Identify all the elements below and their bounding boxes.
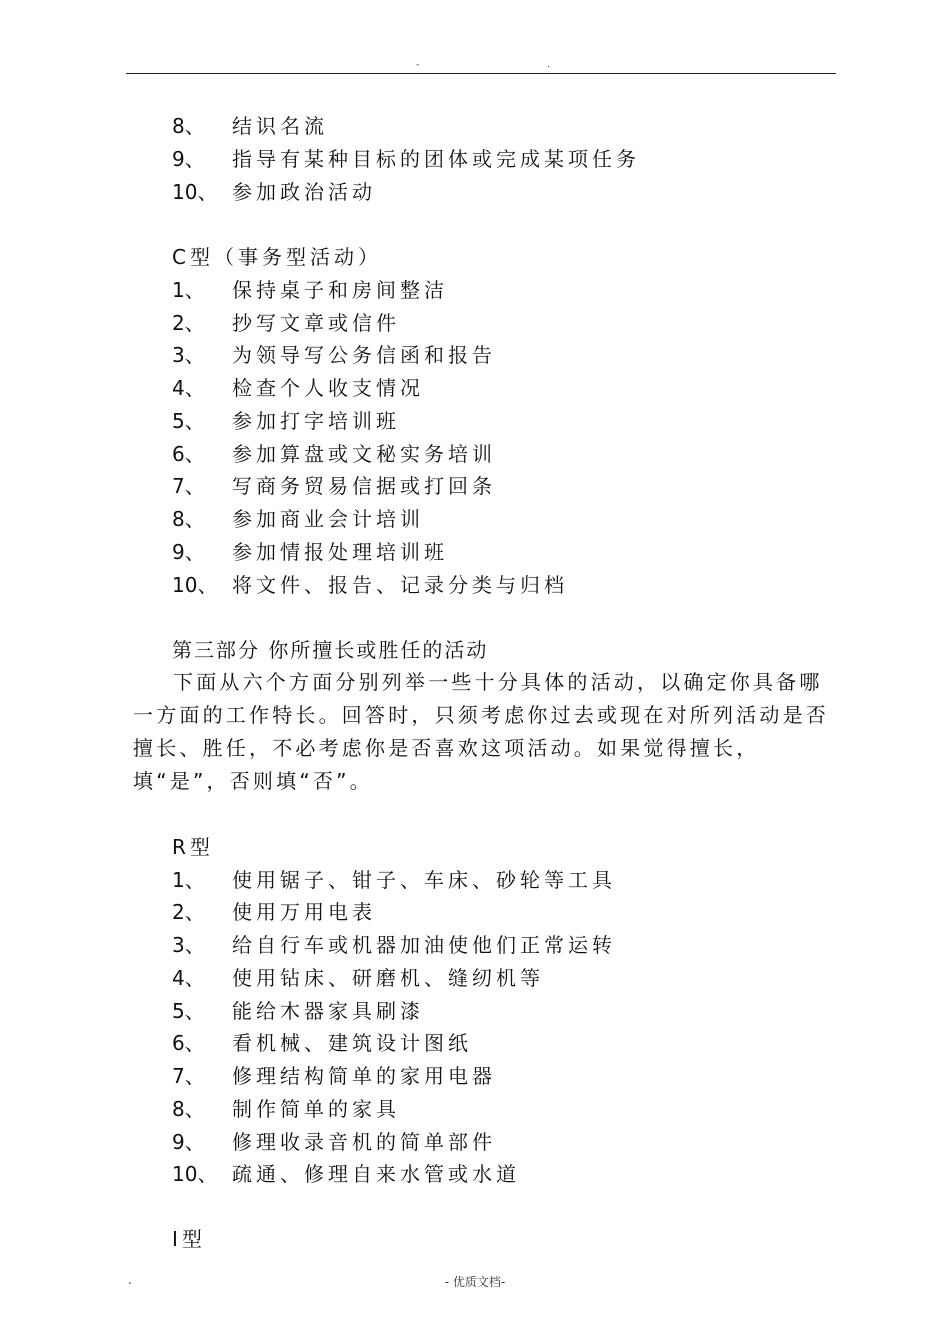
list-item: 7、 修理结构简单的家用电器 (172, 1064, 496, 1088)
list-item: 3、 为领导写公务信函和报告 (172, 343, 496, 367)
list-item: 7、 写商务贸易信据或打回条 (172, 474, 496, 498)
list-item: 9、 参加情报处理培训班 (172, 540, 448, 564)
list-item: 3、 给自行车或机器加油使他们正常运转 (172, 933, 616, 957)
list-item: 10、 将文件、报告、记录分类与归档 (172, 573, 568, 597)
list-item: 5、 能给木器家具刷漆 (172, 999, 424, 1023)
header-rule (126, 73, 836, 74)
header-mark-right: . (547, 60, 550, 70)
list-item: 6、 参加算盘或文秘实务培训 (172, 442, 496, 466)
list-item: 8、 参加商业会计培训 (172, 507, 424, 531)
list-item: 10、 参加政治活动 (172, 180, 376, 204)
list-item: 1、 保持桌子和房间整洁 (172, 278, 448, 302)
list-item: 10、 疏通、修理自来水管或水道 (172, 1162, 520, 1186)
section-c-title: C型（事务型活动） (172, 245, 382, 269)
part3-title: 第三部分 你所擅长或胜任的活动 (172, 638, 489, 662)
list-item: 2、 抄写文章或信件 (172, 311, 400, 335)
list-item: 8、 制作简单的家具 (172, 1097, 400, 1121)
list-item: 4、 使用钻床、研磨机、缝纫机等 (172, 966, 544, 990)
footer-dot: . (128, 1273, 132, 1287)
list-item: 4、 检查个人收支情况 (172, 376, 424, 400)
list-item: 9、 指导有某种目标的团体或完成某项任务 (172, 147, 640, 171)
section-i-title: I型 (172, 1227, 206, 1251)
list-item: 2、 使用万用电表 (172, 900, 376, 924)
list-item: 8、 结识名流 (172, 114, 328, 138)
list-item: 9、 修理收录音机的简单部件 (172, 1130, 496, 1154)
list-item: 6、 看机械、建筑设计图纸 (172, 1031, 472, 1055)
list-item: 1、 使用锯子、钳子、车床、砂轮等工具 (172, 868, 616, 892)
footer-text: - 优质文档- (444, 1275, 506, 1289)
part3-intro: 下面从六个方面分别列举一些十分具体的活动，以确定你具备哪一方面的工作特长。回答时，只须考虑你过去或现在对所列活动是否擅长、胜任，不必考虑你是否喜欢这项活动。如果觉得擅长，填“是”，否则填“否”。 (133, 670, 829, 793)
list-item: 5、 参加打字培训班 (172, 409, 400, 433)
header-mark-left: - (416, 60, 420, 70)
section-r-title: R型 (172, 835, 214, 859)
